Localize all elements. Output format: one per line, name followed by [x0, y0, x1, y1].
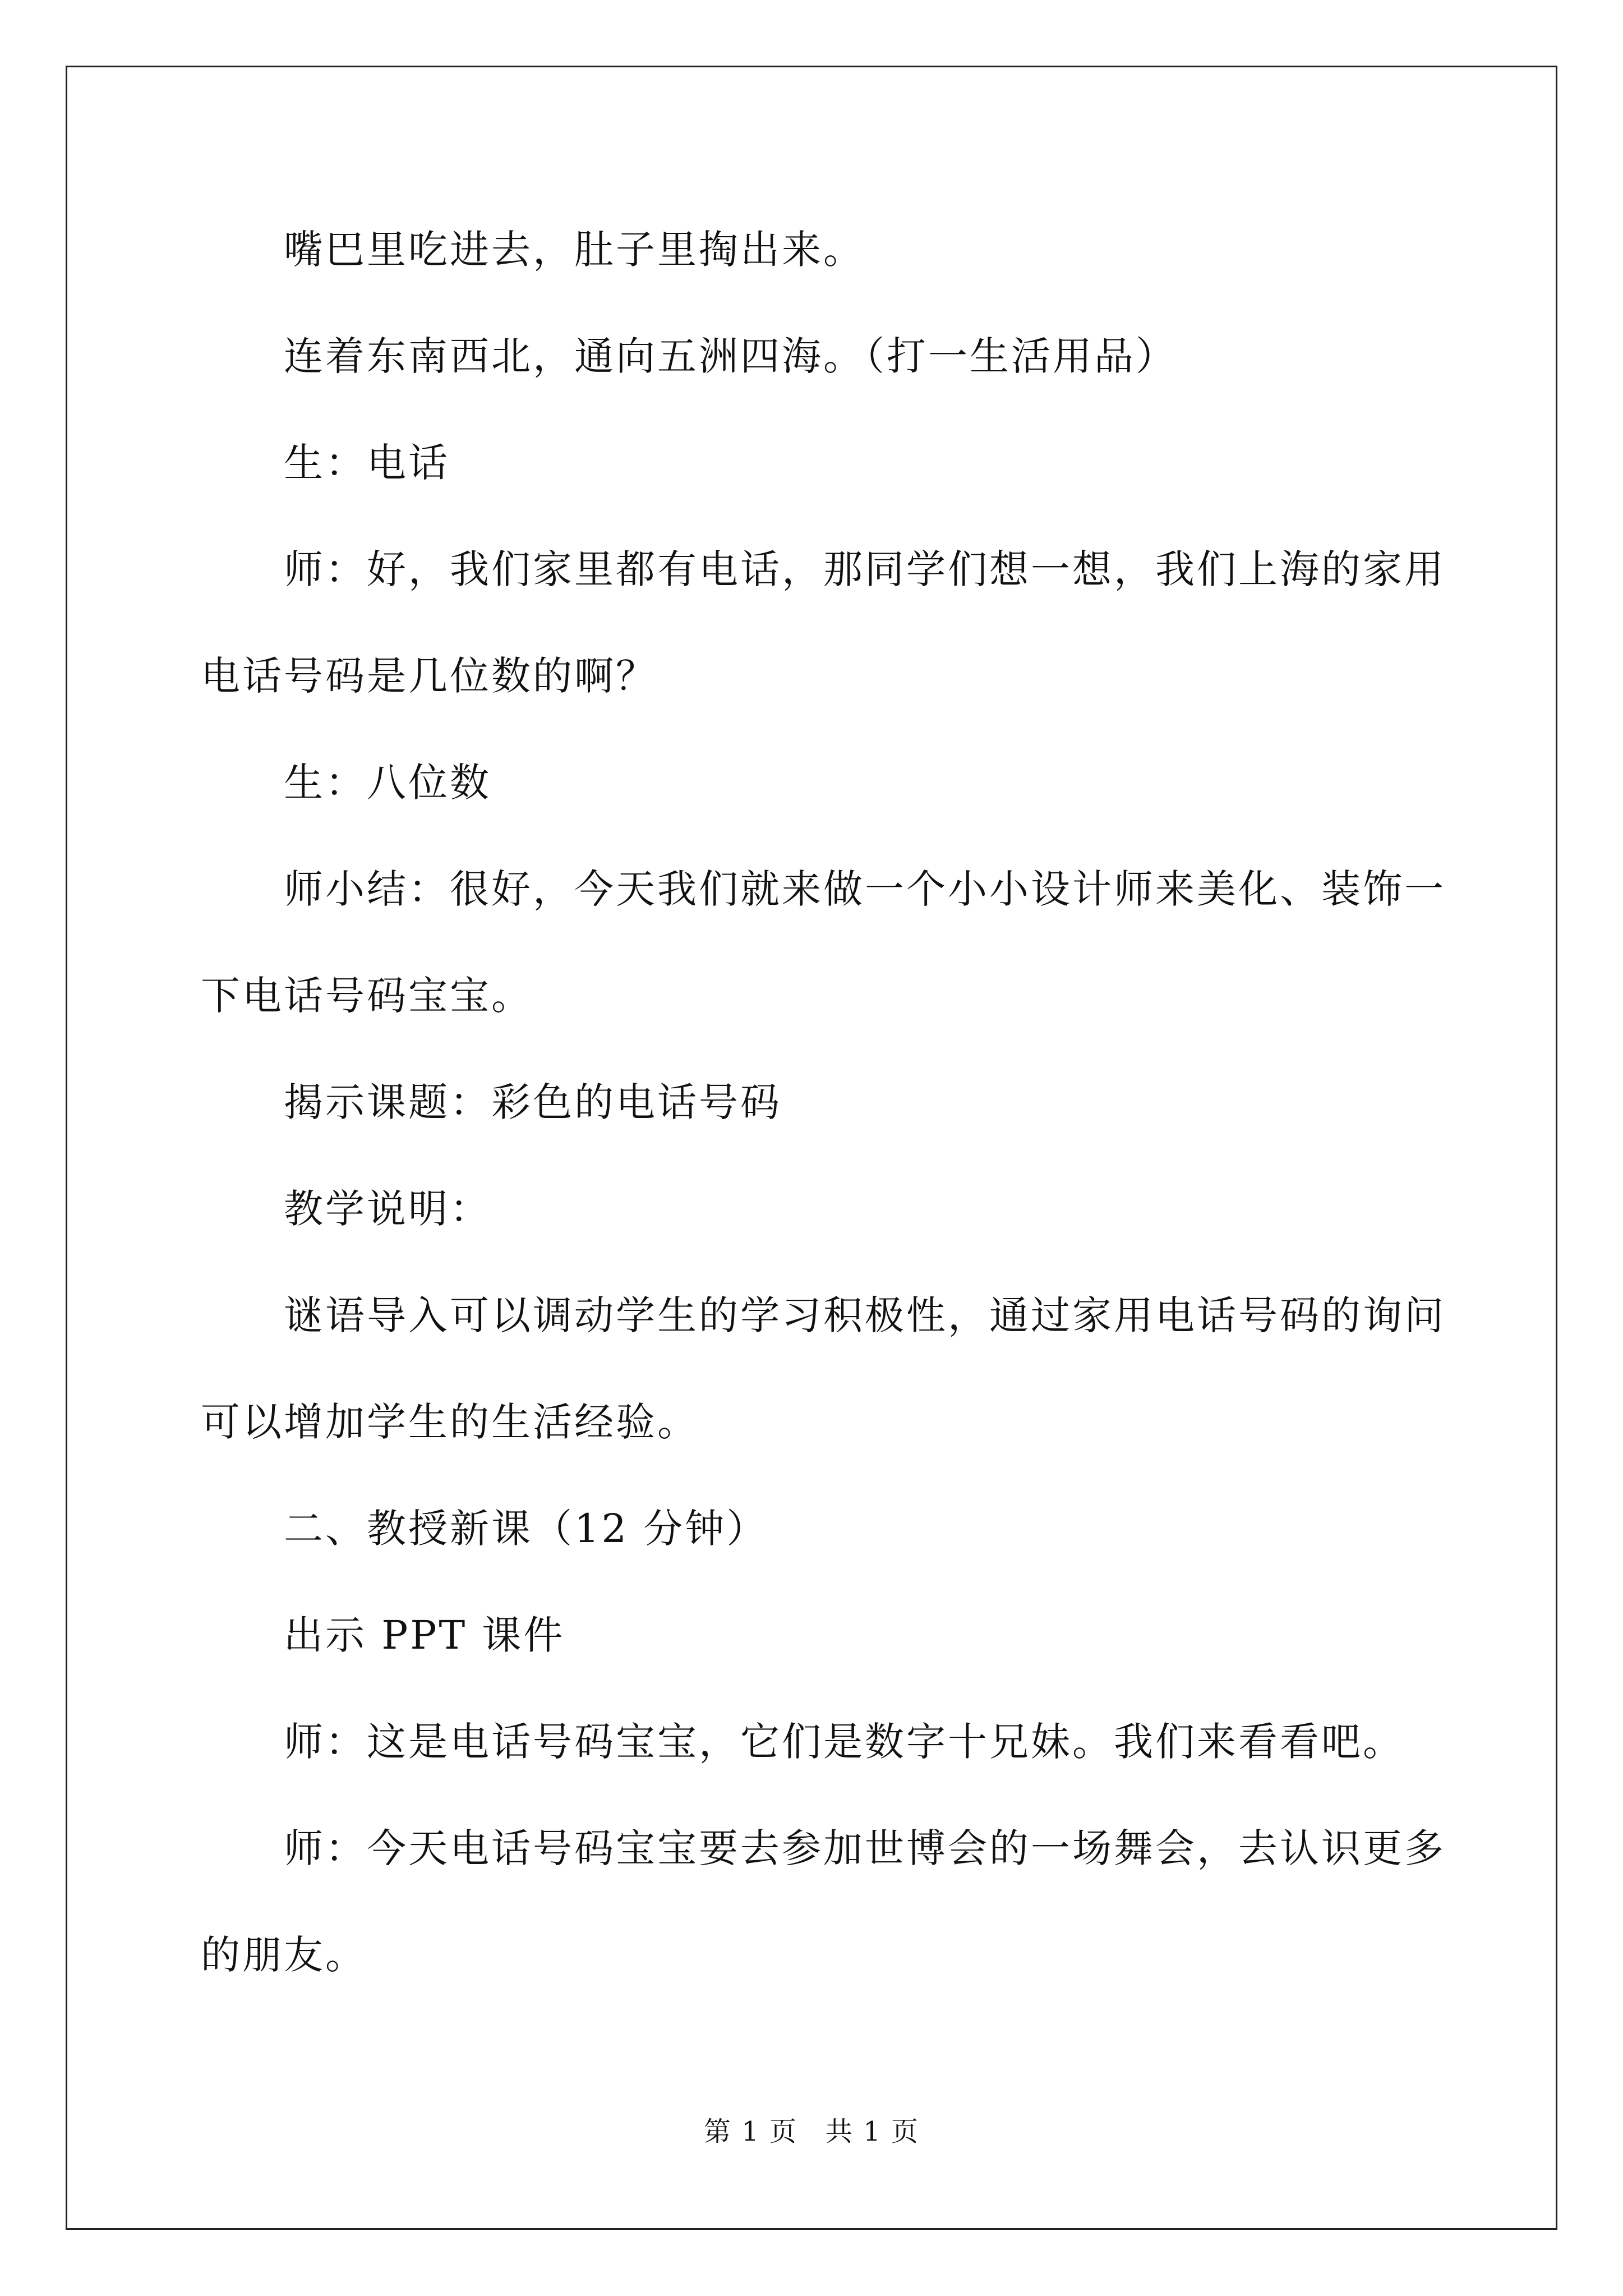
paragraph-line: 下电话号码宝宝。 — [201, 973, 533, 1019]
paragraph-line: 师小结：很好，今天我们就来做一个小小设计师来美化、装饰一 — [284, 866, 1446, 912]
paragraph-line: 出示 PPT 课件 — [284, 1612, 565, 1658]
paragraph-line: 的朋友。 — [201, 1932, 367, 1978]
paragraph-line: 教学说明： — [284, 1186, 491, 1232]
paragraph-line: 谜语导入可以调动学生的学习积极性，通过家用电话号码的询问 — [284, 1292, 1446, 1338]
paragraph-line: 电话号码是几位数的啊？ — [201, 653, 657, 699]
section-heading: 二、教授新课（12 分钟） — [284, 1506, 768, 1552]
paragraph-line: 生：电话 — [284, 440, 450, 486]
paragraph-line: 师：今天电话号码宝宝要去参加世博会的一场舞会，去认识更多 — [284, 1825, 1446, 1871]
paragraph-line: 师：好，我们家里都有电话，那同学们想一想，我们上海的家用 — [284, 546, 1446, 592]
paragraph-line: 可以增加学生的生活经验。 — [201, 1399, 699, 1445]
page-border — [66, 66, 1557, 2230]
page-number-footer: 第 1 页 共 1 页 — [703, 2116, 920, 2147]
paragraph-line: 揭示课题：彩色的电话号码 — [284, 1079, 782, 1125]
paragraph-line: 生：八位数 — [284, 760, 491, 806]
paragraph-line: 师：这是电话号码宝宝，它们是数字十兄妹。我们来看看吧。 — [284, 1719, 1404, 1765]
paragraph-line: 嘴巴里吃进去，肚子里掏出来。 — [284, 227, 865, 273]
paragraph-line: 连着东南西北，通向五洲四海。（打一生活用品） — [284, 333, 1177, 379]
